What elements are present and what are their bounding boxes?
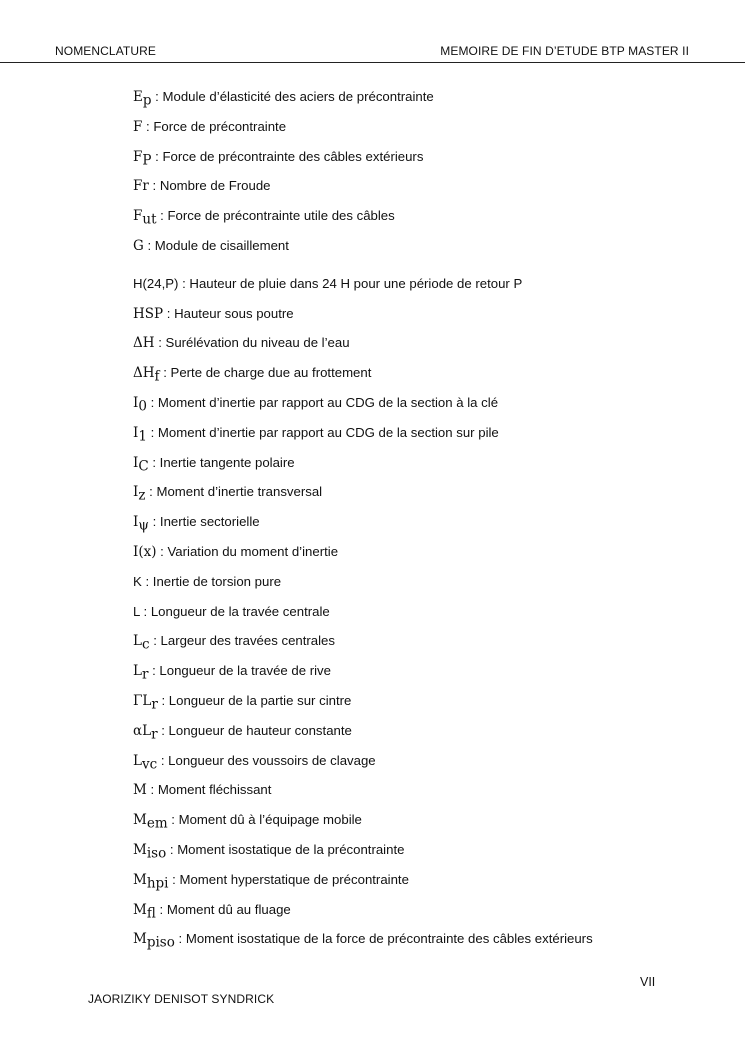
nomenclature-entry [133, 332, 693, 362]
entry-symbol: I [133, 394, 139, 411]
entry-definition: : Moment isostatique de la précontrainte [166, 841, 405, 857]
nomenclature-entry [133, 175, 693, 205]
nomenclature-entry [133, 273, 693, 303]
entry-definition: : Force de précontrainte des câbles extérieurs [151, 148, 424, 164]
entry-symbol: M [133, 931, 147, 948]
nomenclature-entry [133, 839, 693, 869]
entry-symbol-subscript: ψ [138, 517, 149, 534]
entry-symbol: HSP [133, 305, 164, 322]
nomenclature-entry [133, 750, 693, 780]
entry-symbol-subscript: p [142, 92, 152, 109]
nomenclature-entry [133, 690, 693, 720]
nomenclature-entry [133, 869, 693, 899]
entry-symbol: ΔH [133, 335, 155, 352]
nomenclature-entry [133, 392, 693, 422]
entry-symbol-subscript: piso [146, 934, 175, 951]
entry-definition: : Inertie sectorielle [148, 514, 260, 530]
entry-symbol-subscript: P [142, 152, 152, 169]
entry-definition: : Moment isostatique de la force de précontrainte des câbles extérieurs [174, 931, 593, 947]
entry-symbol: F [133, 118, 143, 135]
entry-symbol: M [133, 901, 147, 918]
entry-symbol: M [133, 782, 147, 799]
entry-symbol-subscript: vc [141, 756, 158, 773]
entry-symbol: L [133, 752, 142, 769]
entry-definition: : Variation du moment d’inertie [156, 543, 339, 559]
nomenclature-entry [133, 630, 693, 660]
entry-symbol: ΔH [133, 365, 155, 382]
entry-definition: : Nombre de Froude [148, 178, 271, 194]
nomenclature-entry [133, 899, 693, 929]
entry-definition: : Moment fléchissant [146, 782, 272, 798]
entry-symbol-subscript: em [146, 815, 168, 832]
header-section-title: NOMENCLATURE [55, 44, 156, 58]
entry-symbol: Fr [133, 178, 149, 195]
entry-symbol: F [133, 208, 143, 225]
entry-symbol: L [133, 633, 142, 650]
nomenclature-entry [133, 452, 693, 482]
nomenclature-entry [133, 779, 693, 809]
entry-symbol: M [133, 841, 147, 858]
entry-symbol-subscript: C [138, 458, 149, 475]
nomenclature-entry [133, 116, 693, 146]
entry-symbol: I [133, 454, 139, 471]
page-header [0, 0, 745, 63]
nomenclature-entry [133, 928, 693, 958]
nomenclature-entry [133, 86, 693, 116]
nomenclature-entry [133, 362, 693, 392]
entry-symbol-subscript: c [141, 636, 150, 653]
header-document-title: MEMOIRE DE FIN D’ETUDE BTP MASTER II [440, 44, 689, 58]
entry-symbol-subscript: f [154, 368, 160, 385]
entry-definition: : Inertie tangente polaire [148, 454, 295, 470]
entry-definition: : Longueur de hauteur constante [157, 722, 352, 738]
nomenclature-entry [133, 541, 693, 571]
nomenclature-entry [133, 601, 693, 631]
nomenclature-entry [133, 481, 693, 511]
entry-definition: L : Longueur de la travée centrale [133, 603, 330, 619]
entry-symbol-subscript: hpi [146, 875, 169, 892]
entry-symbol-subscript: fl [146, 905, 156, 922]
entry-symbol: I [133, 484, 139, 501]
nomenclature-entry [133, 146, 693, 176]
entry-symbol-subscript: ut [142, 211, 157, 228]
nomenclature-entry [133, 720, 693, 750]
nomenclature-entry [133, 809, 693, 839]
nomenclature-entry [133, 303, 693, 333]
entry-definition: : Longueur de la travée de rive [148, 663, 331, 679]
entry-symbol-subscript: r [141, 666, 149, 683]
entry-definition: : Force de précontrainte [142, 118, 287, 134]
entry-symbol-subscript: 0 [138, 398, 147, 415]
entry-symbol-subscript: 1 [138, 428, 147, 445]
entry-symbol: I [133, 514, 139, 531]
entry-symbol: F [133, 148, 143, 165]
entry-definition: : Largeur des travées centrales [149, 633, 335, 649]
entry-symbol: L [133, 663, 142, 680]
entry-definition: : Moment hyperstatique de précontrainte [168, 871, 409, 887]
entry-definition: : Module de cisaillement [143, 237, 289, 253]
entry-symbol: I(x) [133, 543, 157, 560]
entry-definition: : Surélévation du niveau de l’eau [154, 335, 350, 351]
entry-symbol: M [133, 812, 147, 829]
nomenclature-entry [133, 205, 693, 235]
entry-definition: : Moment d’inertie par rapport au CDG de la section sur pile [146, 424, 499, 440]
entry-definition: : Module d’élasticité des aciers de précontrainte [151, 89, 434, 104]
entry-definition: K : Inertie de torsion pure [133, 573, 282, 589]
entry-definition: : Longueur de la partie sur cintre [157, 692, 352, 708]
entry-definition: : Longueur des voussoirs de clavage [157, 752, 376, 768]
entry-symbol-subscript: r [151, 726, 158, 743]
entry-definition: : Moment d’inertie transversal [145, 484, 323, 500]
entry-definition: H(24,P) : Hauteur de pluie dans 24 H pour une période de retour P [133, 275, 523, 291]
entry-definition: : Perte de charge due au frottement [159, 365, 372, 381]
nomenclature-entry [133, 511, 693, 541]
footer-author: JAORIZIKY DENISOT SYNDRICK [88, 992, 275, 1006]
entry-symbol: I [133, 424, 139, 441]
nomenclature-entry [133, 422, 693, 452]
nomenclature-entry [133, 235, 693, 265]
entry-definition: : Moment dû à l’équipage mobile [167, 812, 362, 828]
entry-symbol: E [133, 89, 143, 105]
entry-symbol: αL [133, 722, 152, 739]
nomenclature-entry [133, 571, 693, 601]
entry-definition: : Hauteur sous poutre [163, 305, 294, 321]
nomenclature-list [133, 86, 693, 958]
entry-definition: : Force de précontrainte utile des câbles [156, 208, 395, 224]
entry-symbol-subscript: z [138, 488, 146, 504]
entry-symbol-subscript: r [151, 696, 158, 713]
entry-symbol: ΓL [133, 692, 152, 709]
entry-definition: : Moment d’inertie par rapport au CDG de la section à la clé [146, 394, 499, 410]
nomenclature-entry [133, 660, 693, 690]
entry-symbol: G [133, 237, 144, 254]
entry-symbol-subscript: iso [146, 845, 167, 862]
page-number: VII [640, 975, 656, 989]
entry-symbol: M [133, 871, 147, 888]
entry-definition: : Moment dû au fluage [155, 901, 291, 917]
